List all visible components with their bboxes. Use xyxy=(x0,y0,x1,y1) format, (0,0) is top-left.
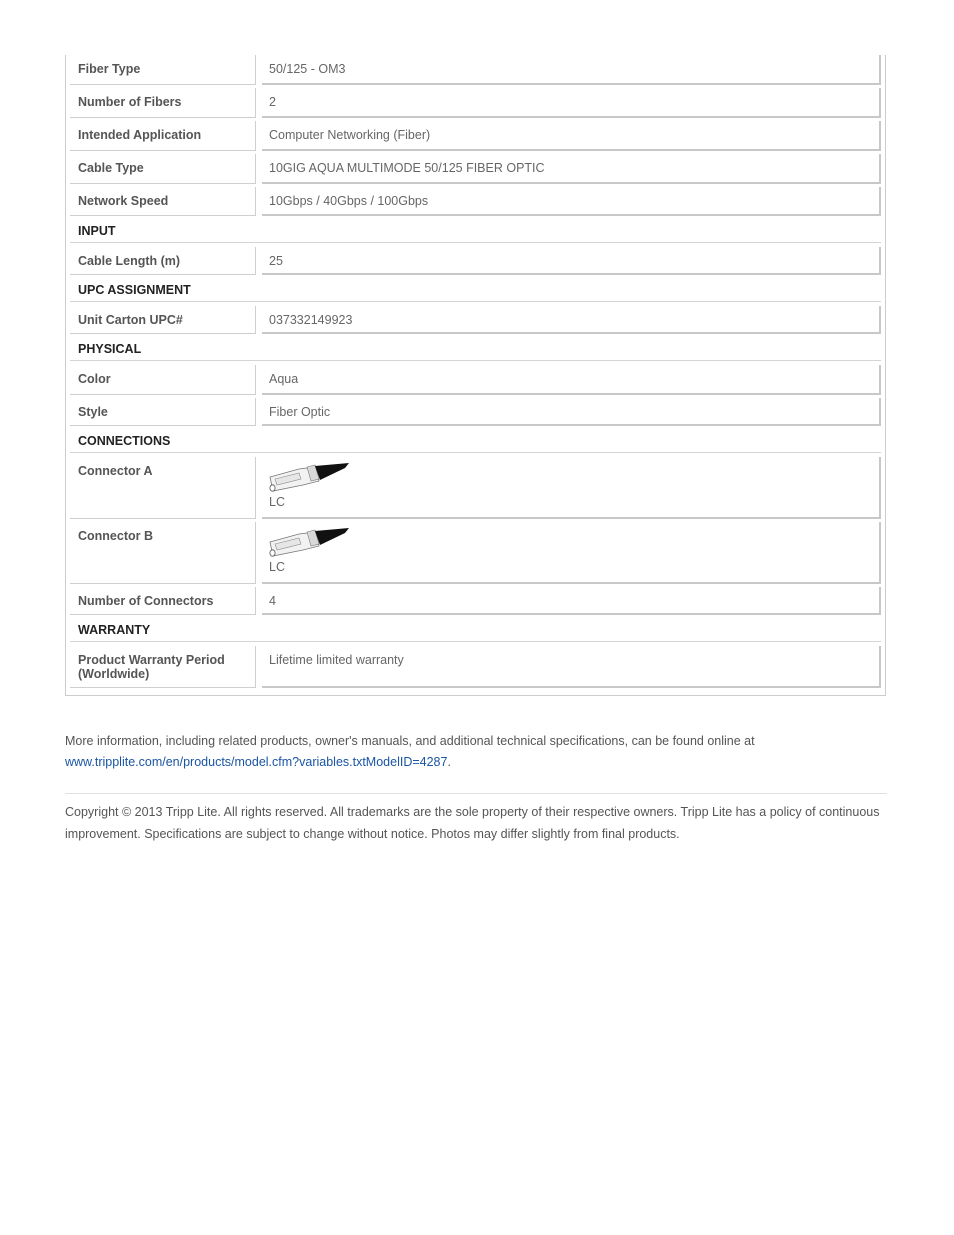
spec-label: Style xyxy=(70,398,256,426)
spec-row-connector-a xyxy=(66,457,885,519)
spec-row-style xyxy=(66,398,885,426)
spec-value: 037332149923 xyxy=(262,306,881,334)
more-info-period: . xyxy=(447,755,451,769)
spec-label: Unit Carton UPC# xyxy=(70,306,256,334)
spec-value: 10GIG AQUA MULTIMODE 50/125 FIBER OPTIC xyxy=(262,154,881,184)
spec-label: Connector B xyxy=(70,522,256,584)
connector-type-label: LC xyxy=(269,495,285,509)
spec-row-network-speed xyxy=(66,187,885,216)
spec-value: 10Gbps / 40Gbps / 100Gbps xyxy=(262,187,881,216)
spec-value: Aqua xyxy=(262,365,881,395)
spec-value: 4 xyxy=(262,587,881,615)
spec-label: Number of Fibers xyxy=(70,88,256,118)
spec-row-intended-application xyxy=(66,121,885,151)
more-info-text: More information, including related products, owner's manuals, and additional technical specifications, can be found online at xyxy=(65,734,755,748)
spec-label: Cable Length (m) xyxy=(70,247,256,275)
connector-type-label: LC xyxy=(269,560,285,574)
spec-value xyxy=(262,457,881,519)
spec-label: Product Warranty Period (Worldwide) xyxy=(70,646,256,688)
more-info-paragraph xyxy=(65,731,887,773)
spec-row-cable-type xyxy=(66,154,885,184)
spec-value: Fiber Optic xyxy=(262,398,881,426)
spec-label: Network Speed xyxy=(70,187,256,216)
section-heading-physical: PHYSICAL xyxy=(70,337,881,361)
section-heading-warranty: WARRANTY xyxy=(70,618,881,642)
lc-connector-icon xyxy=(269,463,349,493)
spec-row-fiber-type xyxy=(66,55,885,85)
spec-label: Intended Application xyxy=(70,121,256,151)
spec-row-number-of-connectors xyxy=(66,587,885,615)
spec-value: 25 xyxy=(262,247,881,275)
copyright-notice: Copyright © 2013 Tripp Lite. All rights reserved. All trademarks are the sole property of their respective owners. Tripp Lite has a policy of continuous improvement. Specifications are subject to change without notice. Photos may differ slightly from final products. xyxy=(65,805,880,841)
spec-label: Cable Type xyxy=(70,154,256,184)
section-heading-upc: UPC ASSIGNMENT xyxy=(70,278,881,302)
section-heading-input: INPUT xyxy=(70,219,881,243)
spec-value: Computer Networking (Fiber) xyxy=(262,121,881,151)
spec-label: Connector A xyxy=(70,457,256,519)
spec-value: 50/125 - OM3 xyxy=(262,55,881,85)
spec-table xyxy=(65,55,886,696)
spec-value: 2 xyxy=(262,88,881,118)
spec-label: Fiber Type xyxy=(70,55,256,85)
spec-row-connector-b xyxy=(66,522,885,584)
footer-divider xyxy=(65,793,887,794)
spec-row-number-of-fibers xyxy=(66,88,885,118)
spec-value xyxy=(262,522,881,584)
spec-value: Lifetime limited warranty xyxy=(262,646,881,688)
lc-connector-icon xyxy=(269,528,349,558)
spec-row-cable-length xyxy=(66,247,885,275)
spec-row-color xyxy=(66,365,885,395)
product-page-link[interactable]: www.tripplite.com/en/products/model.cfm?variables.txtModelID=4287 xyxy=(65,755,448,769)
spec-label: Color xyxy=(70,365,256,395)
section-heading-connections: CONNECTIONS xyxy=(70,429,881,453)
spec-row-warranty-period xyxy=(66,646,885,688)
spec-label: Number of Connectors xyxy=(70,587,256,615)
spec-row-unit-carton-upc xyxy=(66,306,885,334)
